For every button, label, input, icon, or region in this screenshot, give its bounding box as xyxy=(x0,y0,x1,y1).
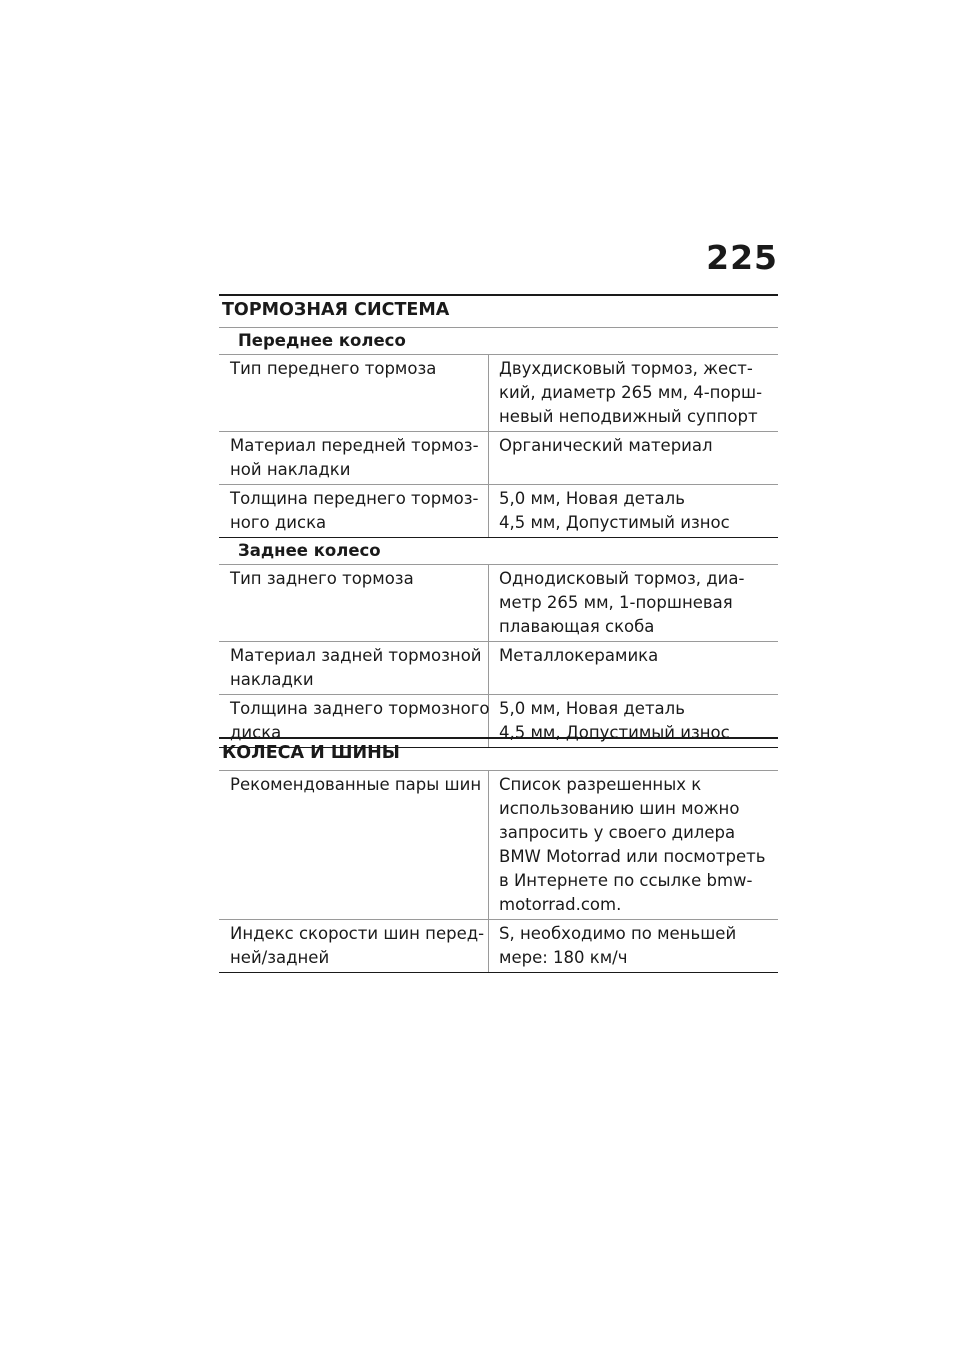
spec-value-line: мере: 180 км/ч xyxy=(499,948,628,967)
spec-label-line: Рекомендованные пары шин xyxy=(230,775,482,794)
spec-value xyxy=(489,642,778,694)
rear-wheel-table xyxy=(219,565,778,748)
section-title: КОЛЕСА И ШИНЫ xyxy=(219,737,778,771)
table-row xyxy=(219,485,778,538)
spec-label xyxy=(219,642,489,694)
spec-label xyxy=(219,355,489,431)
spec-label-line: Материал задней тормозной xyxy=(230,646,482,665)
table-row xyxy=(219,920,778,973)
spec-label xyxy=(219,565,489,641)
spec-label xyxy=(219,920,489,972)
spec-label-line: Толщина заднего тормозного xyxy=(230,699,490,718)
spec-value xyxy=(489,771,778,919)
spec-value-line: Список разрешенных к xyxy=(499,775,702,794)
spec-value-line: невый неподвижный суппорт xyxy=(499,407,758,426)
front-wheel-subheader: Переднее колесо xyxy=(219,328,778,355)
table-row xyxy=(219,642,778,695)
spec-value-line: 5,0 мм, Новая деталь xyxy=(499,699,685,718)
spec-value xyxy=(489,565,778,641)
table-row xyxy=(219,565,778,642)
spec-value-line: 4,5 мм, Допустимый износ xyxy=(499,723,730,742)
spec-value-line: motorrad.com. xyxy=(499,895,622,914)
spec-value-line: в Интернете по ссылке bmw- xyxy=(499,871,753,890)
spec-value xyxy=(489,485,778,537)
spec-label xyxy=(219,485,489,537)
table-row xyxy=(219,771,778,920)
spec-value-line: Двухдисковый тормоз, жест- xyxy=(499,359,753,378)
spec-value-line: 5,0 мм, Новая деталь xyxy=(499,489,685,508)
spec-value-line: кий, диаметр 265 мм, 4-порш- xyxy=(499,383,763,402)
spec-label-line: ной накладки xyxy=(230,460,351,479)
spec-value-line: Органический материал xyxy=(499,436,713,455)
spec-value-line: метр 265 мм, 1-поршневая xyxy=(499,593,733,612)
spec-label xyxy=(219,432,489,484)
spec-label-line: Индекс скорости шин перед- xyxy=(230,924,485,943)
front-wheel-table xyxy=(219,355,778,538)
spec-label-line: Тип заднего тормоза xyxy=(230,569,414,588)
spec-label-line: Тип переднего тормоза xyxy=(230,359,437,378)
spec-value-line: 4,5 мм, Допустимый износ xyxy=(499,513,730,532)
brake-system-section xyxy=(219,294,778,748)
wheels-tires-section xyxy=(219,737,778,973)
spec-value xyxy=(489,432,778,484)
spec-value-line: использованию шин можно xyxy=(499,799,740,818)
spec-label-line: ного диска xyxy=(230,513,327,532)
spec-label-line: накладки xyxy=(230,670,314,689)
page-number: 225 xyxy=(706,238,778,277)
table-row xyxy=(219,432,778,485)
spec-value-line: S, необходимо по меньшей xyxy=(499,924,737,943)
spec-label xyxy=(219,771,489,919)
rear-wheel-subheader: Заднее колесо xyxy=(219,538,778,565)
spec-value-line: запросить у своего дилера xyxy=(499,823,736,842)
spec-value-line: плавающая скоба xyxy=(499,617,655,636)
spec-label-line: Толщина переднего тормоз- xyxy=(230,489,479,508)
spec-label-line: ней/задней xyxy=(230,948,330,967)
spec-label-line: Материал передней тормоз- xyxy=(230,436,479,455)
spec-value-line: BMW Motorrad или посмотреть xyxy=(499,847,766,866)
spec-value-line: Металлокерамика xyxy=(499,646,659,665)
section-title: ТОРМОЗНАЯ СИСТЕМА xyxy=(219,294,778,328)
spec-value-line: Однодисковый тормоз, диа- xyxy=(499,569,745,588)
spec-label-line: диска xyxy=(230,723,282,742)
spec-value xyxy=(489,355,778,431)
wheels-tires-table xyxy=(219,771,778,973)
table-row xyxy=(219,355,778,432)
spec-value xyxy=(489,920,778,972)
